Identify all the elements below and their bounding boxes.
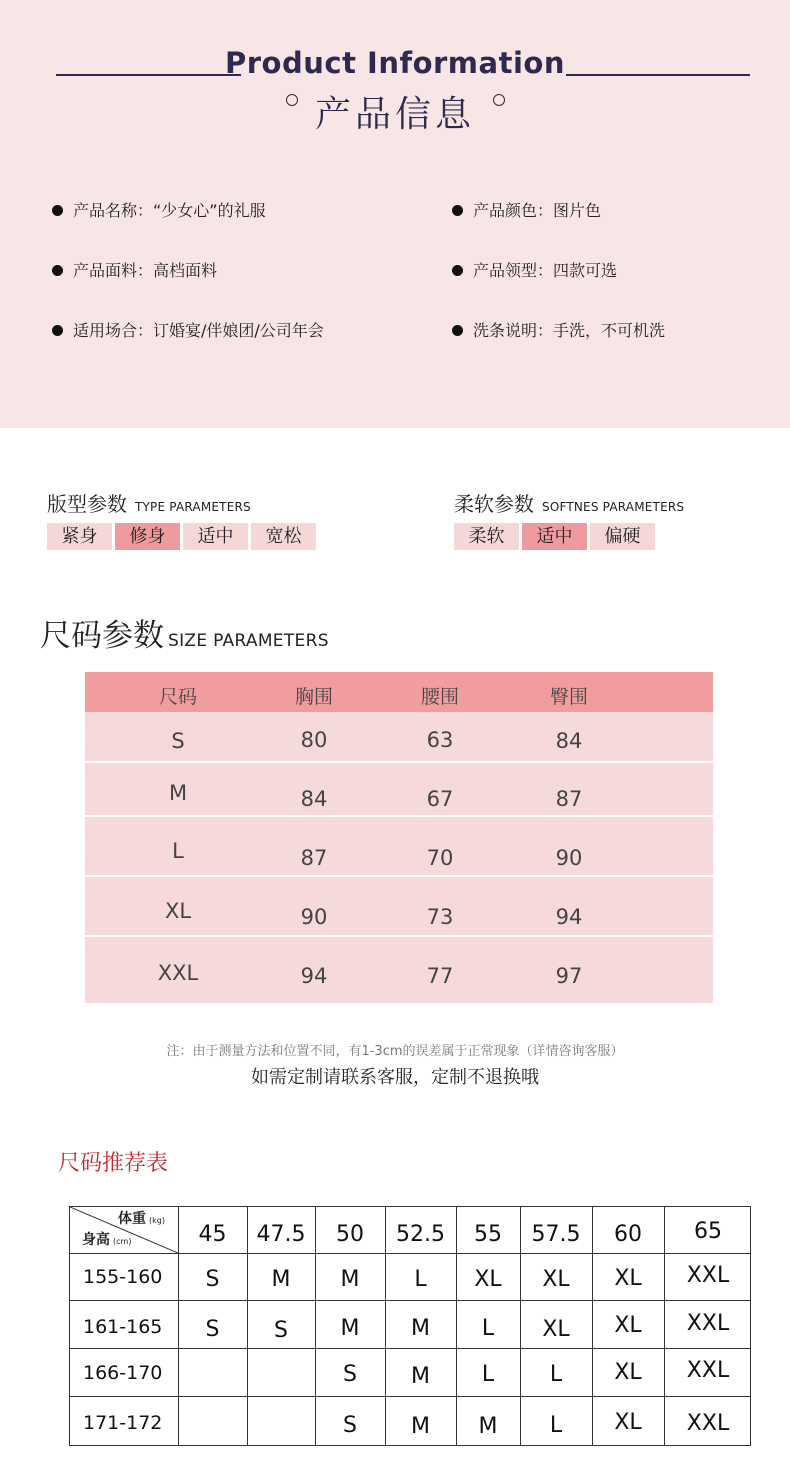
size-cell: S: [171, 729, 185, 753]
row-divider: [32, 935, 760, 937]
type-option: 宽松: [251, 523, 316, 550]
bullet-icon: [452, 265, 463, 276]
hip-cell: 90: [555, 846, 583, 870]
size-row-xl: [85, 876, 713, 936]
weight-header: 55: [474, 1222, 502, 1247]
measurement-note: 注：由于测量方法和位置不同，有1-3cm的误差属于正常现象（详情咨询客服）: [166, 1044, 624, 1059]
waist-cell: 77: [426, 964, 454, 988]
soft-option-selected: 适中: [522, 523, 587, 550]
size-cell: M: [168, 781, 188, 805]
waist-cell: 63: [426, 728, 454, 752]
size-row-s: [85, 712, 713, 762]
weight-header: 50: [336, 1222, 364, 1247]
info-label: 适用场合：订婚宴/伴娘团/公司年会: [73, 321, 324, 340]
row-divider: [32, 761, 760, 763]
size-title-cn: 尺码参数: [40, 618, 164, 654]
size-cell: XL: [614, 1410, 642, 1435]
hip-cell: 94: [555, 905, 583, 929]
size-cell: L: [481, 1362, 495, 1387]
info-label: 产品颜色：图片色: [473, 201, 602, 220]
size-cell: L: [172, 839, 184, 863]
corner-weight: [118, 1208, 165, 1228]
corner-height-unit: (cm): [113, 1237, 132, 1246]
bullet-icon: [452, 325, 463, 336]
size-row-m: [85, 762, 713, 816]
recommend-table: [69, 1206, 751, 1446]
size-table-header: [85, 672, 713, 712]
size-cell: S: [205, 1267, 220, 1292]
corner-height-label: 身高: [82, 1232, 110, 1248]
size-cell: M: [478, 1414, 498, 1439]
hip-cell: 87: [555, 787, 583, 811]
bust-cell: 94: [300, 964, 328, 988]
title-en: Product Information: [225, 46, 565, 80]
title-cn: 产品信息: [314, 94, 475, 135]
info-item-color: [452, 198, 601, 221]
size-cell: XL: [164, 899, 192, 923]
weight-header: 60: [614, 1222, 642, 1247]
weight-header: 65: [694, 1219, 722, 1244]
size-cell: S: [205, 1317, 220, 1342]
type-params-title: [47, 488, 251, 517]
type-option: 适中: [183, 523, 248, 550]
waist-cell: 70: [426, 846, 454, 870]
size-cell: XXL: [686, 1263, 730, 1288]
row-divider: [70, 1253, 750, 1254]
size-cell: XL: [542, 1317, 570, 1342]
size-cell: M: [340, 1267, 360, 1292]
type-params-title-cn: 版型参数: [47, 492, 127, 516]
size-cell: L: [481, 1316, 495, 1341]
size-cell: XL: [614, 1313, 642, 1338]
info-item-name: [52, 198, 266, 221]
weight-header: 57.5: [531, 1222, 581, 1247]
info-item-fabric: [52, 258, 217, 281]
size-row-xxl: [85, 936, 713, 1003]
corner-weight-label: 体重: [118, 1211, 146, 1227]
size-row-l: [85, 816, 713, 876]
size-cell: M: [411, 1316, 430, 1341]
row-divider: [70, 1300, 750, 1301]
type-params-subtitle: TYPE PARAMETERS: [135, 500, 251, 514]
soft-params-subtitle: SOFTNES PARAMETERS: [542, 500, 685, 514]
bust-cell: 80: [300, 728, 328, 752]
size-cell: S: [274, 1318, 288, 1343]
size-table-title: [40, 610, 329, 655]
info-item-wash: [452, 318, 665, 341]
info-label: 产品名称：“少女心”的礼服: [73, 201, 266, 220]
info-item-occasion: [52, 318, 324, 341]
bust-cell: 90: [300, 905, 328, 929]
waist-cell: 73: [426, 905, 454, 929]
weight-header: 45: [198, 1222, 227, 1247]
bullet-icon: [52, 205, 63, 216]
bullet-icon: [52, 325, 63, 336]
ring-icon-right: [493, 94, 505, 106]
size-cell: XL: [614, 1360, 642, 1385]
size-cell: XXL: [157, 961, 199, 985]
type-option-selected: 修身: [115, 523, 180, 550]
height-label: 171-172: [83, 1412, 163, 1434]
height-label: 155-160: [83, 1266, 163, 1288]
size-cell: M: [411, 1414, 430, 1439]
size-cell: M: [411, 1364, 430, 1389]
info-label: 产品领型：四款可选: [473, 261, 618, 280]
weight-header: 52.5: [396, 1222, 445, 1247]
soft-option: 偏硬: [590, 523, 655, 550]
height-label: 161-165: [83, 1316, 163, 1338]
row-divider: [70, 1348, 750, 1349]
corner-height: [82, 1229, 131, 1249]
hip-cell: 84: [555, 729, 583, 753]
size-cell: S: [343, 1362, 357, 1387]
size-cell: L: [414, 1267, 427, 1292]
size-cell: M: [340, 1316, 360, 1341]
size-cell: XL: [474, 1267, 502, 1292]
hip-cell: 97: [555, 964, 583, 988]
size-cell: XXL: [686, 1411, 730, 1436]
size-cell: XXL: [686, 1358, 730, 1383]
info-item-collar: [452, 258, 617, 281]
soft-params-title-cn: 柔软参数: [454, 492, 534, 516]
size-cell: L: [549, 1362, 563, 1387]
row-divider: [70, 1396, 750, 1397]
bullet-icon: [452, 205, 463, 216]
waist-cell: 67: [426, 787, 454, 811]
size-cell: XL: [614, 1266, 642, 1291]
bust-cell: 84: [300, 787, 328, 811]
size-cell: M: [271, 1267, 291, 1292]
corner-weight-unit: (kg): [149, 1216, 165, 1225]
bullet-icon: [52, 265, 63, 276]
size-cell: XL: [542, 1267, 570, 1292]
row-divider: [32, 815, 760, 817]
row-divider: [32, 875, 760, 877]
size-title-en: SIZE PARAMETERS: [168, 631, 329, 651]
header-hip: 臀围: [549, 686, 588, 708]
custom-note: 如需定制请联系客服，定制不退换哦: [251, 1067, 539, 1088]
weight-header: 47.5: [256, 1222, 306, 1247]
height-label: 166-170: [83, 1362, 163, 1384]
header-bust: 胸围: [294, 686, 333, 708]
soft-params-title: [454, 488, 684, 517]
header-waist: 腰围: [420, 686, 459, 708]
size-cell: L: [549, 1413, 563, 1438]
recommend-title: 尺码推荐表: [58, 1151, 169, 1176]
header-size: 尺码: [158, 686, 197, 708]
bust-cell: 87: [300, 846, 328, 870]
info-label: 洗条说明：手洗，不可机洗: [473, 321, 666, 340]
size-cell: XXL: [686, 1311, 730, 1336]
soft-option: 柔软: [454, 523, 519, 550]
size-cell: S: [343, 1413, 357, 1438]
info-label: 产品面料：高档面料: [73, 261, 218, 280]
type-option: 紧身: [47, 523, 112, 550]
